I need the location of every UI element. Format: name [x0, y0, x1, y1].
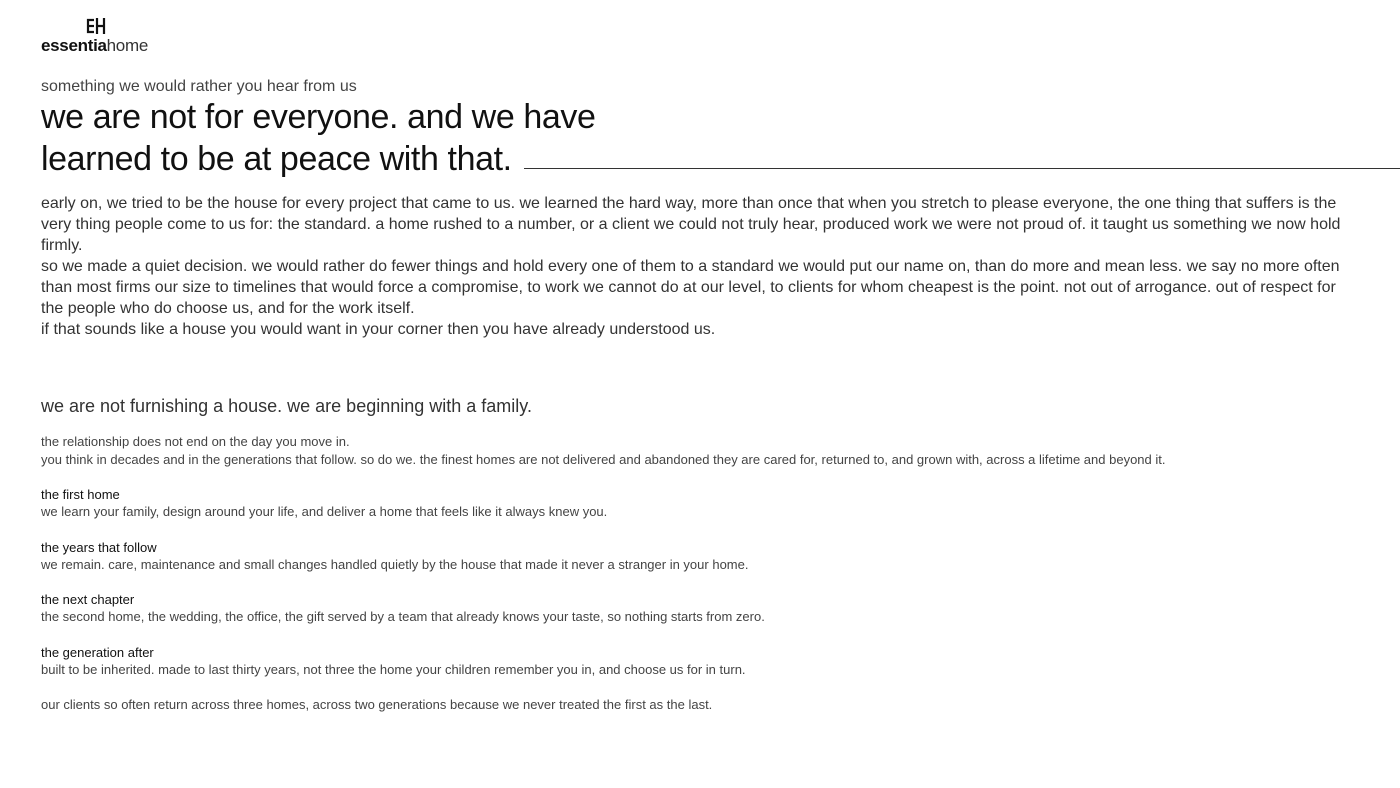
brand-name-light: home: [106, 36, 148, 55]
stage-description: we learn your family, design around your life, and deliver a home that feels like it always knew you.: [41, 504, 608, 519]
stage-title: the generation after: [41, 645, 154, 660]
stage-first-home: [41, 486, 1361, 521]
stage-title: the next chapter: [41, 592, 135, 607]
stage-years-that-follow: [41, 539, 1361, 574]
family-lead-line-2: you think in decades and in the generations that follow. so do we. the finest homes are not delivered and abandoned they are cared for, returned to, and grown with, across a lifetime and beyond it.: [41, 452, 1166, 467]
stage-description: the second home, the wedding, the office, the gift served by a team that already knows your taste, so nothing starts from zero.: [41, 609, 765, 624]
stage-generation-after: [41, 644, 1361, 679]
closing-statement: our clients so often return across three homes, across two generations because we never treated the first as the last.: [41, 697, 713, 712]
stage-title: the years that follow: [41, 540, 157, 555]
stage-next-chapter: [41, 591, 1361, 626]
brand-name-bold: essentia: [41, 36, 107, 55]
headline-line-1: we are not for everyone. and we have: [41, 98, 596, 136]
eyebrow-text: something we would rather you hear from us: [41, 78, 357, 95]
intro-paragraph-3: if that sounds like a house you would want in your corner then you have already understood us.: [41, 321, 716, 338]
brand-wordmark: [41, 36, 148, 56]
family-lead-line-1: the relationship does not end on the day you move in.: [41, 434, 350, 449]
family-subhead: we are not furnishing a house. we are beginning with a family.: [41, 396, 532, 416]
stage-description: built to be inherited. made to last thirty years, not three the home your children remember you in, and choose us for in turn.: [41, 662, 746, 677]
headline-line-2: learned to be at peace with that.: [41, 140, 512, 178]
stage-title: the first home: [41, 487, 120, 502]
intro-section: [41, 193, 1361, 340]
intro-paragraph-1: early on, we tried to be the house for every project that came to us. we learned the hard way, more than once that when you stretch to please everyone, the one thing that suffers is the very thing people come to us for: the standard. a home rushed to a number, or a client we could not truly hear, produced work we were not proud of. it taught us something we now hold firmly.: [41, 195, 1341, 254]
headline-divider: [524, 168, 1400, 169]
brand-logo[interactable]: [41, 17, 149, 57]
family-lead: [41, 433, 1361, 469]
stage-description: we remain. care, maintenance and small changes handled quietly by the house that made it never a stranger in your home.: [41, 557, 749, 572]
intro-paragraph-2: so we made a quiet decision. we would rather do fewer things and hold every one of them to a standard we would put our name on, than do more and mean less. we say no more often than most firms our size to timelines that would force a compromise, to work we cannot do at our level, to clients for whom cheapest is the point. not out of arrogance. out of respect for the people who do choose us, and for the work itself.: [41, 258, 1340, 317]
eh-monogram-icon: [85, 17, 107, 35]
